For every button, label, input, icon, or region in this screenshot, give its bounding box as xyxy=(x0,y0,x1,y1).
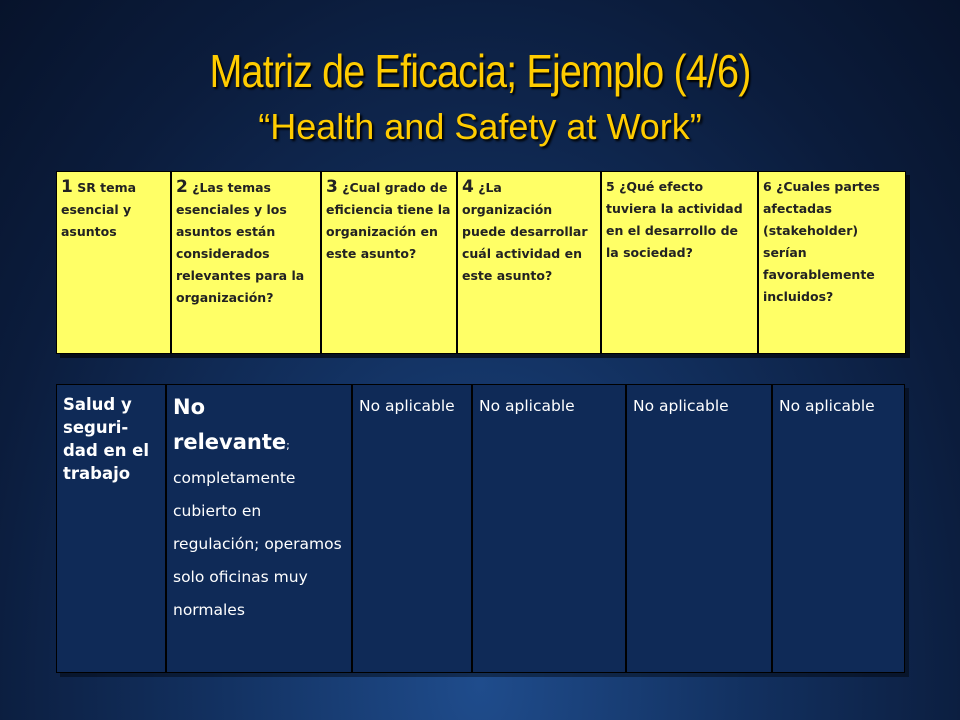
header-cell-6 xyxy=(759,172,905,353)
activity-cell: No aplicable xyxy=(473,385,627,672)
header-cell-number: 4 xyxy=(462,177,474,197)
header-cell-number: 1 xyxy=(61,177,73,197)
header-cell-number: 5 xyxy=(606,179,615,194)
relevance-cell xyxy=(167,385,353,672)
slide-subtitle: “Health and Safety at Work” xyxy=(258,106,702,147)
relevance-separator: ; xyxy=(286,439,290,452)
header-cell-text: ¿Qué efecto tuviera la actividad en el desarrollo de la sociedad? xyxy=(606,179,743,260)
topic-cell: Salud y seguri-dad en el trabajo xyxy=(57,385,167,672)
header-cell-5 xyxy=(602,172,759,353)
header-cell-number: 2 xyxy=(176,177,188,197)
relevance-detail: completamente cubierto en regulación; operamos solo oficinas muy normales xyxy=(173,469,342,619)
answer-row-table xyxy=(56,384,905,673)
header-cell-text: ¿Cuales partes afectadas (stakeholder) serían favorablemente incluidos? xyxy=(763,179,880,304)
header-cell-text: ¿Las temas esenciales y los asuntos están considerados relevantes para la organización? xyxy=(176,180,305,305)
relevance-head-1: No xyxy=(173,395,206,419)
header-cell-number: 6 xyxy=(763,179,772,194)
header-cell-text: SR tema esencial y asuntos xyxy=(61,180,137,239)
slide-title: Matriz de Eficacia; Ejemplo (4/6) xyxy=(209,45,751,97)
header-cell-text: ¿La organización puede desarrollar cuál actividad en este asunto? xyxy=(462,180,588,283)
stakeholder-cell: No aplicable xyxy=(779,397,875,415)
header-cell-3 xyxy=(322,172,458,353)
header-cell-2 xyxy=(172,172,322,353)
header-cell-1 xyxy=(57,172,172,353)
header-cell-4 xyxy=(458,172,602,353)
question-header-table xyxy=(56,171,906,354)
society-effect-cell: No aplicable xyxy=(627,385,773,672)
header-cell-number: 3 xyxy=(326,177,338,197)
header-cell-text: ¿Cual grado de eficiencia tiene la organización en este asunto? xyxy=(326,180,451,261)
relevance-head-2: relevante xyxy=(173,430,287,454)
efficiency-cell: No aplicable xyxy=(353,385,473,672)
